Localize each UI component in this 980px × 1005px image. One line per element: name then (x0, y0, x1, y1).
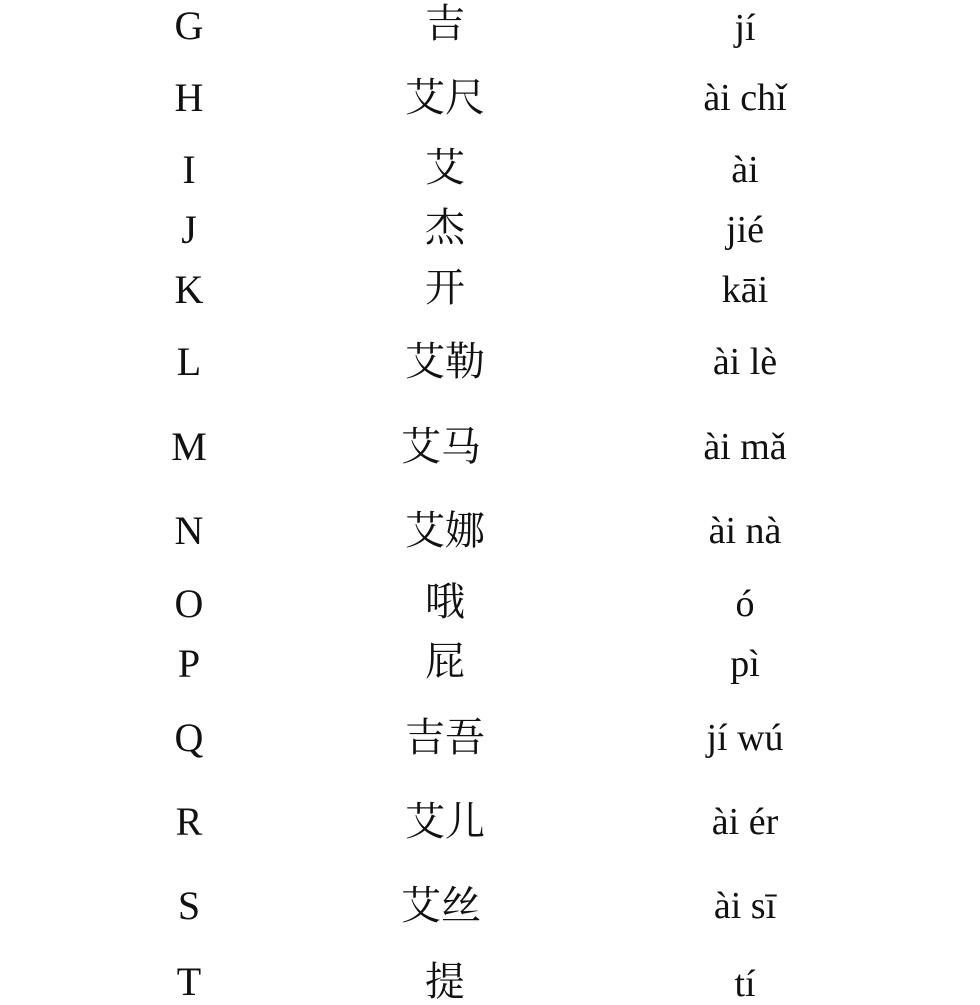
letter-cell: O (174, 581, 204, 626)
pinyin-cell: ài chǐ (703, 77, 787, 119)
letter-cell: S (177, 883, 201, 928)
pinyin-cell: ài lè (712, 341, 778, 383)
pinyin-cell: pì (730, 643, 760, 685)
letter-cell: H (174, 75, 204, 120)
pinyin-cell: jí (734, 7, 756, 49)
chinese-characters-cell: 艾丝 (401, 883, 481, 929)
chinese-characters-cell: 艾儿 (405, 799, 485, 845)
chinese-characters-cell: 艾马 (401, 424, 481, 470)
chinese-characters-cell: 吉 (425, 1, 465, 47)
pinyin-cell: ài ér (711, 801, 779, 843)
chinese-characters-cell: 提 (425, 959, 465, 1005)
chinese-characters-cell: 屁 (425, 639, 465, 685)
pinyin-cell: ó (735, 583, 755, 625)
chinese-characters-cell: 艾 (425, 145, 465, 191)
letter-cell: T (176, 959, 202, 1004)
letter-cell: Q (174, 715, 204, 760)
letter-cell: K (174, 267, 204, 312)
chinese-characters-cell: 吉吾 (405, 715, 485, 761)
letter-cell: R (175, 799, 203, 844)
pinyin-cell: jí wú (706, 717, 784, 759)
pinyin-cell: jié (726, 209, 764, 251)
pinyin-cell: kāi (721, 269, 769, 311)
pinyin-cell: ài nà (708, 510, 782, 552)
pinyin-cell: ài (731, 149, 759, 191)
letter-cell: L (176, 339, 202, 384)
letter-cell: P (177, 641, 201, 686)
letter-cell: N (174, 508, 204, 553)
chinese-characters-cell: 艾娜 (405, 508, 485, 554)
chinese-characters-cell: 杰 (425, 205, 465, 251)
pinyin-cell: ài sī (713, 885, 777, 927)
letter-cell: M (171, 424, 207, 469)
letter-cell: G (174, 3, 204, 48)
letter-cell: I (182, 147, 196, 192)
pinyin-cell: tí (734, 963, 756, 1005)
chinese-characters-cell: 艾勒 (405, 339, 485, 385)
letter-cell: J (181, 207, 197, 252)
pinyin-cell: ài mǎ (703, 426, 787, 468)
chinese-characters-cell: 艾尺 (405, 75, 485, 121)
chinese-characters-cell: 哦 (425, 579, 465, 625)
chinese-characters-cell: 开 (425, 265, 465, 311)
